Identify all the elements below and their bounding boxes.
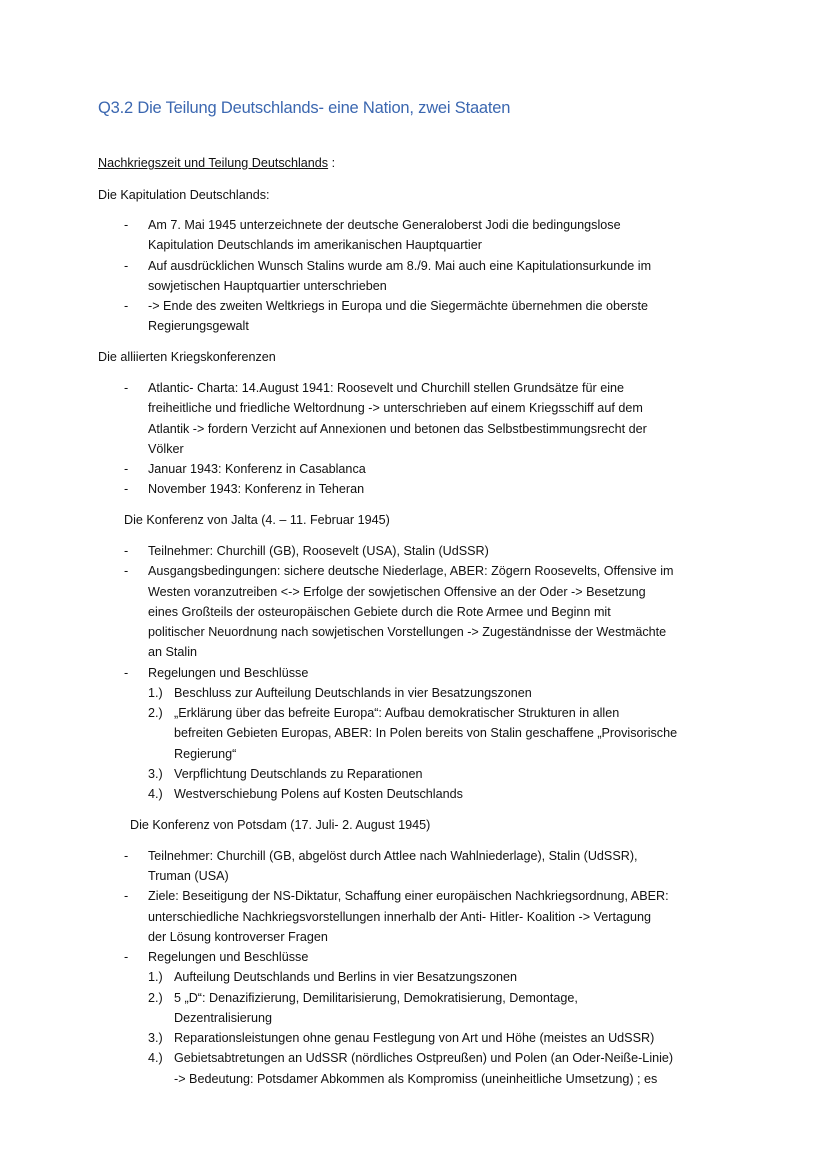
bullet-dash: - (124, 381, 129, 395)
subsection-heading: Die Kapitulation Deutschlands: (98, 188, 270, 202)
list-item-text: Gebietsabtretungen an UdSSR (nördliches Ostpreußen) und Polen (an Oder-Neiße-Linie) (174, 1051, 674, 1066)
list-item-text: Am 7. Mai 1945 unterzeichnete der deutsche Generaloberst Jodi die bedingungslose (148, 218, 621, 232)
list-item-text: freiheitliche und friedliche Weltordnung -> unterschrieben auf einem Kriegsschiff auf dem (148, 401, 643, 416)
list-item-text: Aufteilung Deutschlands und Berlins in vier Besatzungszonen (174, 970, 518, 985)
list-item-text: Atlantic- Charta: 14.August 1941: Roosevelt und Churchill stellen Grundsätze für eine (148, 381, 625, 395)
list-item-text: befreiten Gebieten Europas, ABER: In Polen bereits von Stalin geschaffene „Provisorische (174, 726, 678, 741)
list-item-text: Regierungsgewalt (148, 319, 249, 334)
bullet-dash: - (124, 299, 129, 313)
section-heading-text: Nachkriegszeit und Teilung Deutschlands (98, 156, 329, 170)
list-item-text: eines Großteils der osteuropäischen Gebiete durch die Rote Armee und Beginn mit (148, 604, 611, 619)
list-item-text: Ausgangsbedingungen: sichere deutsche Niederlage, ABER: Zögern Roosevelts, Offensive im (148, 564, 674, 579)
list-item-text: Westen voranzutreiben <-> Erfolge der sowjetischen Offensive an der Oder -> Besetzung (148, 584, 646, 599)
list-item-text: Verpflichtung Deutschlands zu Reparationen (174, 766, 423, 781)
list-item-text: politischer Neuordnung nach sowjetischen Vorstellungen -> Zugeständnisse der Westmächte (148, 625, 667, 639)
list-item-text: Regelungen und Beschlüsse (148, 665, 309, 680)
list-item-text: Völker (148, 441, 184, 456)
list-item-text: -> Bedeutung: Potsdamer Abkommen als Kompromiss (uneinheitliche Umsetzung) ; es (174, 1071, 658, 1086)
list-item-text: Beschluss zur Aufteilung Deutschlands in vier Besatzungszonen (174, 685, 532, 700)
list-item-text: unterschiedliche Nachkriegsvorstellungen innerhalb der Anti- Hitler- Koalition -> Vertagung (148, 909, 651, 924)
list-item-text: November 1943: Konferenz in Teheran (148, 482, 365, 497)
list-number: 2.) (148, 990, 163, 1005)
list-item-text: sowjetischen Hauptquartier unterschrieben (148, 278, 387, 293)
bullet-dash: - (124, 950, 129, 964)
list-number: 2.) (148, 706, 163, 720)
bullet-dash: - (124, 258, 129, 273)
bullet-dash: - (124, 544, 129, 558)
list-item-text: Regierung“ (174, 746, 237, 761)
bullet-dash: - (124, 482, 129, 497)
list-item-text: -> Ende des zweiten Weltkriegs in Europa und die Siegermächte übernehmen die oberste (148, 299, 648, 313)
list-item-text: Reparationsleistungen ohne genau Festlegung von Art und Höhe (meistes an UdSSR) (174, 1031, 655, 1045)
document-title: Q3.2 Die Teilung Deutschlands- eine Nation, zwei Staaten (98, 99, 511, 117)
list-number: 4.) (148, 787, 163, 801)
list-number: 1.) (148, 970, 163, 985)
list-number: 4.) (148, 1051, 163, 1066)
list-item-text: Auf ausdrücklichen Wunsch Stalins wurde am 8./9. Mai auch eine Kapitulationsurkunde im (148, 258, 652, 273)
list-item-text: Kapitulation Deutschlands im amerikanischen Hauptquartier (148, 238, 482, 253)
list-number: 1.) (148, 685, 163, 700)
bullet-dash: - (124, 889, 129, 904)
list-item-text: Teilnehmer: Churchill (GB), Roosevelt (USA), Stalin (UdSSR) (148, 544, 489, 558)
list-number: 3.) (148, 1031, 163, 1045)
bullet-dash: - (124, 218, 129, 232)
subsection-heading: Die alliierten Kriegskonferenzen (98, 350, 276, 364)
list-item-text: an Stalin (148, 645, 198, 660)
list-item-text: Atlantik -> fordern Verzicht auf Annexionen und betonen das Selbstbestimmungsrecht der (148, 421, 647, 436)
list-item-text: Dezentralisierung (174, 1010, 273, 1025)
bullet-dash: - (124, 564, 129, 579)
list-item-text: Westverschiebung Polens auf Kosten Deutschlands (174, 787, 463, 801)
bullet-dash: - (124, 848, 129, 863)
bullet-dash: - (124, 462, 129, 476)
list-item-text: Ziele: Beseitigung der NS-Diktatur, Schaffung einer europäischen Nachkriegsordnung, ABER: (148, 889, 669, 904)
list-item-text: Januar 1943: Konferenz in Casablanca (148, 462, 366, 476)
section-heading-suffix: : (328, 156, 336, 170)
subsection-heading: Die Konferenz von Jalta (4. – 11. Februar 1945) (124, 513, 390, 527)
list-item-text: Truman (USA) (148, 869, 229, 883)
list-item-text: Teilnehmer: Churchill (GB, abgelöst durch Attlee nach Wahlniederlage), Stalin (UdSSR), (148, 848, 638, 863)
list-item-text: der Lösung kontroverser Fragen (148, 929, 328, 944)
list-item-text: 5 „D“: Denazifizierung, Demilitarisierung, Demokratisierung, Demontage, (174, 990, 578, 1005)
list-number: 3.) (148, 766, 163, 781)
section-heading (98, 155, 335, 171)
bullet-dash: - (124, 665, 129, 680)
list-item-text: „Erklärung über das befreite Europa“: Aufbau demokratischer Strukturen in allen (174, 706, 620, 720)
list-item-text: Regelungen und Beschlüsse (148, 950, 309, 964)
subsection-heading: Die Konferenz von Potsdam (17. Juli- 2. August 1945) (130, 817, 431, 832)
